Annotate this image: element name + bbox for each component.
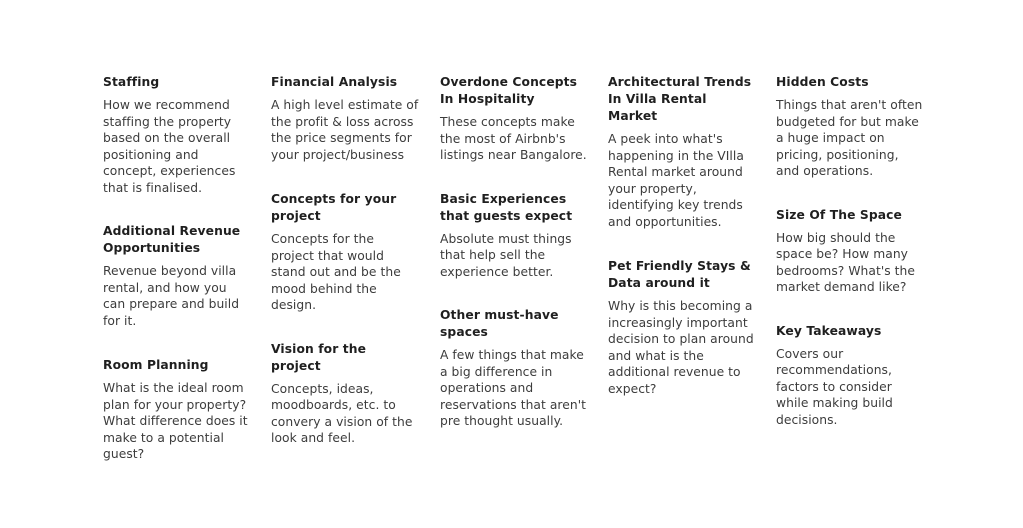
item-title: Basic Experiences that guests expect xyxy=(440,191,573,223)
item-body: Things that aren't often budgeted for but make a huge impact on pricing, positioning, and operations. xyxy=(776,98,923,178)
item-title: Architectural Trends In Villa Rental Market xyxy=(608,75,752,123)
item-financial-analysis xyxy=(271,74,419,163)
item-architectural-trends xyxy=(608,74,756,230)
item-body: Concepts, ideas, moodboards, etc. to convery a vision of the look and feel. xyxy=(271,381,413,445)
column-3 xyxy=(440,74,588,430)
item-title: Financial Analysis xyxy=(271,75,398,89)
item-title: Vision for the project xyxy=(271,341,367,373)
item-title: Staffing xyxy=(103,75,160,89)
item-overdone-concepts xyxy=(440,74,588,164)
item-body: Revenue beyond villa rental, and how you can prepare and build for it. xyxy=(103,264,240,328)
item-title: Size Of The Space xyxy=(776,207,902,222)
item-body: Concepts for the project that would stand out and be the mood behind the design. xyxy=(271,232,401,312)
item-body: How big should the space be? How many bedrooms? What's the market demand like? xyxy=(776,230,916,294)
item-key-takeaways xyxy=(776,323,924,429)
item-title: Room Planning xyxy=(103,358,209,372)
item-size-space xyxy=(776,207,924,296)
column-5 xyxy=(776,74,924,428)
item-staffing xyxy=(103,74,251,196)
item-body: A high level estimate of the profit & loss across the price segments for your project/business xyxy=(271,98,419,162)
item-body: How we recommend staffing the property based on the overall positioning and concept, experiences that is finalised. xyxy=(103,98,236,195)
item-additional-revenue xyxy=(103,223,251,329)
item-vision xyxy=(271,341,419,447)
item-body: Covers our recommendations, factors to consider while making build decisions. xyxy=(776,346,893,427)
item-title: Key Takeaways xyxy=(776,323,882,338)
item-title: Other must-have spaces xyxy=(440,308,559,339)
column-1 xyxy=(103,74,251,463)
column-2 xyxy=(271,74,419,447)
item-body: What is the ideal room plan for your property? What difference does it make to a potential guest? xyxy=(103,381,248,461)
item-title: Hidden Costs xyxy=(776,75,869,89)
item-pet-friendly xyxy=(608,258,756,397)
item-hidden-costs xyxy=(776,74,924,180)
item-room-planning xyxy=(103,357,251,463)
item-other-spaces xyxy=(440,307,588,430)
item-basic-experiences xyxy=(440,191,588,281)
item-body: Why is this becoming a increasingly important decision to plan around and what is the additional revenue to expect? xyxy=(608,299,754,396)
item-body: These concepts make the most of Airbnb's listings near Bangalore. xyxy=(440,115,587,162)
item-title: Overdone Concepts In Hospitality xyxy=(440,75,578,106)
item-concepts-project xyxy=(271,191,419,314)
item-title: Additional Revenue Opportunities xyxy=(103,224,241,255)
item-body: A few things that make a big difference in operations and reservations that aren't pre thought usually. xyxy=(440,348,587,428)
column-4 xyxy=(608,74,756,397)
item-body: A peek into what's happening in the VIlla Rental market around your property, identifying key trends and opportunities. xyxy=(608,132,744,229)
item-body: Absolute must things that help sell the experience better. xyxy=(440,231,572,279)
item-title: Pet Friendly Stays & Data around it xyxy=(608,259,751,290)
item-title: Concepts for your project xyxy=(271,192,397,223)
